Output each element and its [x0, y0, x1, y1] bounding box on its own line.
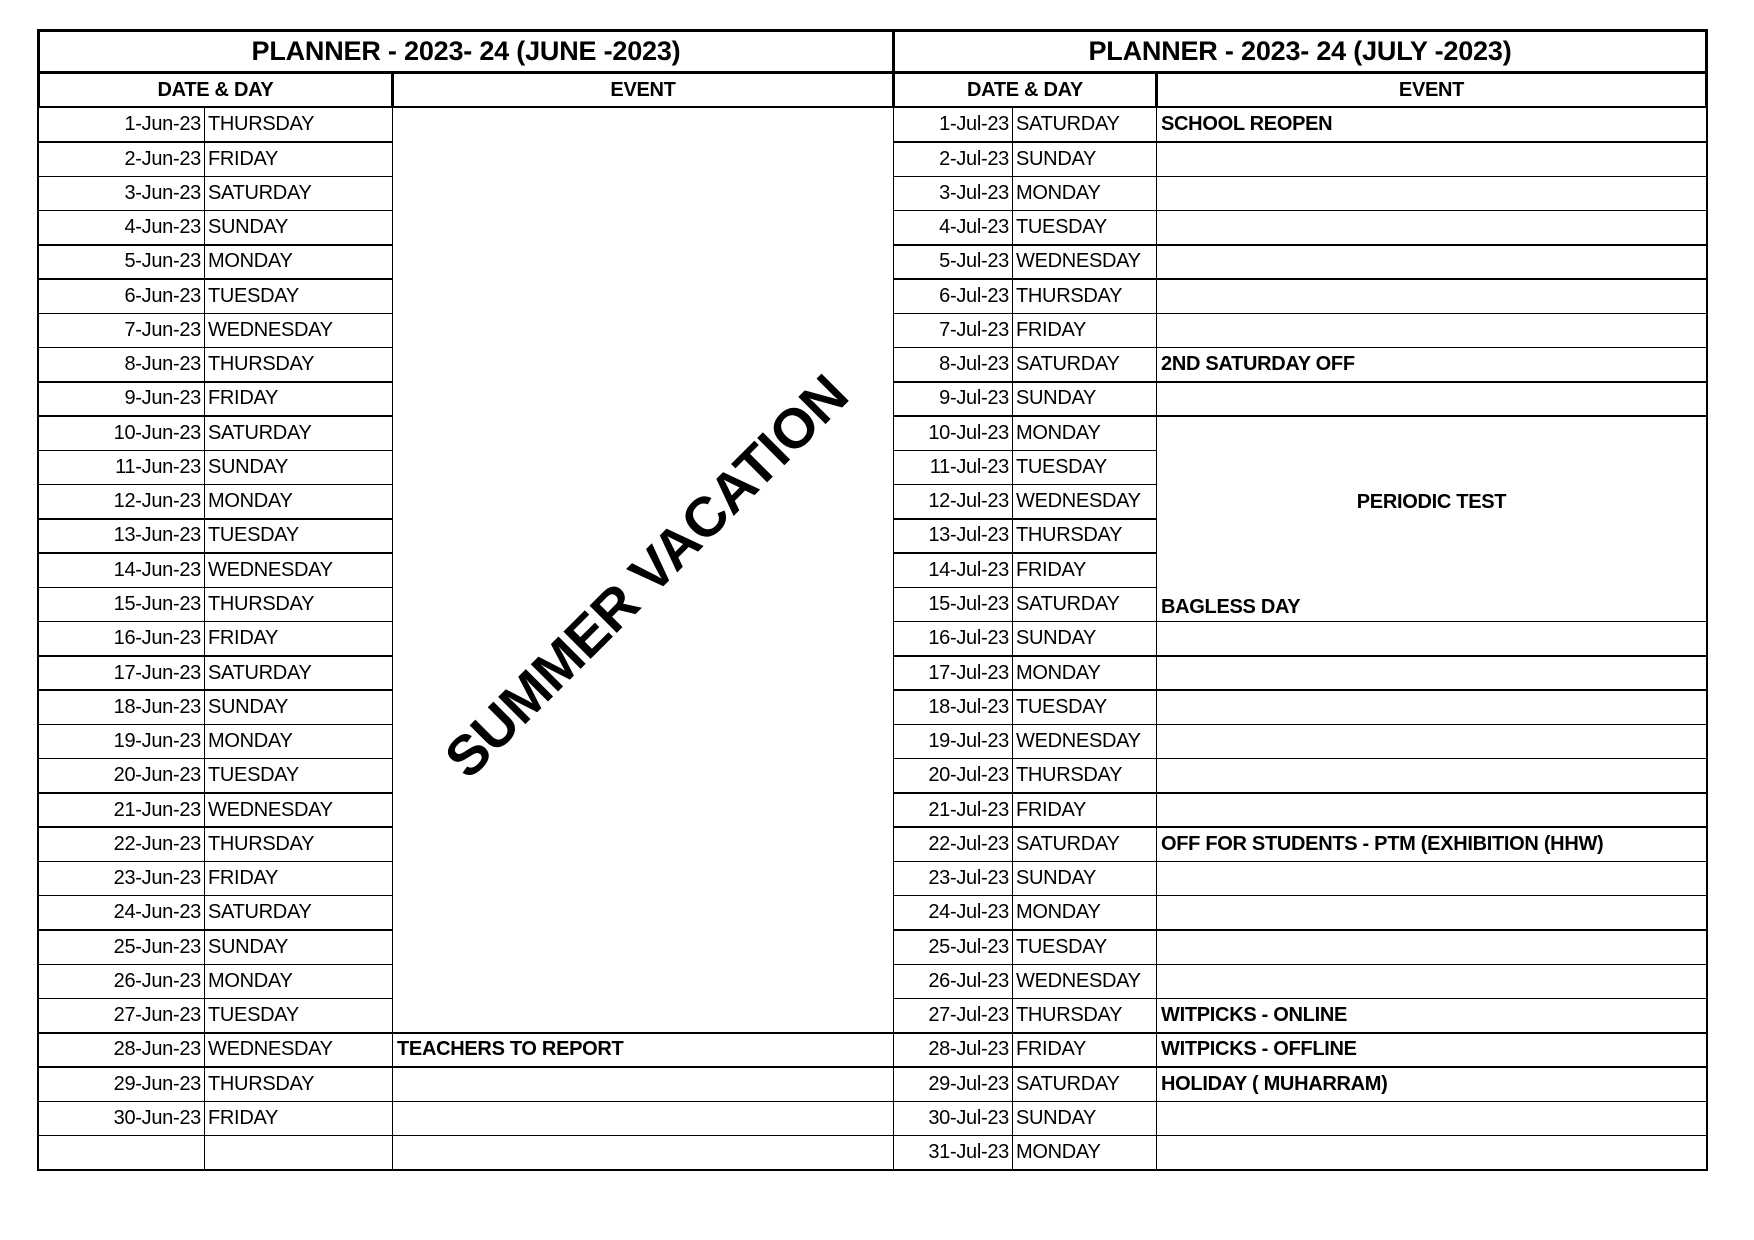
july-event-cell: [1156, 278, 1707, 314]
july-day-cell: WEDNESDAY: [1012, 724, 1157, 760]
june-event-cell: [392, 1101, 894, 1137]
june-day-cell: SUNDAY: [204, 450, 393, 486]
june-day-cell: FRIDAY: [204, 621, 393, 657]
june-day-cell: FRIDAY: [204, 1101, 393, 1137]
july-date-cell: 4-Jul-23: [893, 210, 1013, 246]
june-day-cell: TUESDAY: [204, 278, 393, 314]
bagless-day-label: BAGLESS DAY: [1161, 596, 1301, 619]
june-date-cell: 14-Jun-23: [38, 552, 205, 588]
june-date-cell: 22-Jun-23: [38, 826, 205, 862]
june-day-cell: MONDAY: [204, 484, 393, 520]
june-date-cell: 1-Jun-23: [38, 107, 205, 143]
july-day-cell: TUESDAY: [1012, 929, 1157, 965]
july-event-cell: [1156, 861, 1707, 897]
july-date-cell: 3-Jul-23: [893, 176, 1013, 212]
july-date-cell: 29-Jul-23: [893, 1066, 1013, 1102]
july-day-cell: SUNDAY: [1012, 621, 1157, 657]
july-day-cell: SATURDAY: [1012, 347, 1157, 383]
july-event-cell: [1156, 895, 1707, 931]
july-day-cell: SUNDAY: [1012, 381, 1157, 417]
june-day-cell: THURSDAY: [204, 587, 393, 623]
july-date-cell: 15-Jul-23: [893, 587, 1013, 623]
periodic-test-label: PERIODIC TEST: [1356, 491, 1507, 514]
july-day-cell: WEDNESDAY: [1012, 964, 1157, 1000]
july-day-cell: THURSDAY: [1012, 758, 1157, 794]
june-day-cell: SATURDAY: [204, 415, 393, 451]
june-date-cell: [38, 1135, 205, 1171]
july-event-cell: [1156, 621, 1707, 657]
june-day-cell: THURSDAY: [204, 107, 393, 143]
july-date-cell: 21-Jul-23: [893, 792, 1013, 828]
june-event-cell: TEACHERS TO REPORT: [392, 1032, 894, 1068]
july-date-cell: 30-Jul-23: [893, 1101, 1013, 1137]
july-date-cell: 12-Jul-23: [893, 484, 1013, 520]
july-event-cell: [1156, 313, 1707, 349]
july-event-cell: [1156, 929, 1707, 965]
june-day-cell: THURSDAY: [204, 347, 393, 383]
july-date-cell: 16-Jul-23: [893, 621, 1013, 657]
june-date-cell: 13-Jun-23: [38, 518, 205, 554]
june-day-cell: MONDAY: [204, 964, 393, 1000]
june-event-header: EVENT: [392, 72, 894, 108]
july-event-cell: 2ND SATURDAY OFF: [1156, 347, 1707, 383]
july-day-cell: THURSDAY: [1012, 278, 1157, 314]
july-day-cell: TUESDAY: [1012, 689, 1157, 725]
june-date-cell: 27-Jun-23: [38, 998, 205, 1034]
june-date-cell: 9-Jun-23: [38, 381, 205, 417]
june-date-cell: 10-Jun-23: [38, 415, 205, 451]
june-day-cell: WEDNESDAY: [204, 1032, 393, 1068]
june-title: PLANNER - 2023- 24 (JUNE -2023): [38, 30, 894, 73]
july-date-cell: 14-Jul-23: [893, 552, 1013, 588]
july-event-cell: [1156, 792, 1707, 828]
june-day-cell: TUESDAY: [204, 998, 393, 1034]
july-event-cell: OFF FOR STUDENTS - PTM (EXHIBITION (HHW): [1156, 826, 1707, 862]
july-date-cell: 9-Jul-23: [893, 381, 1013, 417]
july-day-cell: SATURDAY: [1012, 587, 1157, 623]
june-date-cell: 18-Jun-23: [38, 689, 205, 725]
july-event-cell: [1156, 244, 1707, 280]
july-date-cell: 11-Jul-23: [893, 450, 1013, 486]
july-event-cell: [1156, 1135, 1707, 1171]
july-day-cell: WEDNESDAY: [1012, 244, 1157, 280]
june-day-cell: SATURDAY: [204, 895, 393, 931]
june-day-cell: SATURDAY: [204, 176, 393, 212]
july-date-cell: 31-Jul-23: [893, 1135, 1013, 1171]
june-event-cell: [392, 1135, 894, 1171]
june-day-cell: FRIDAY: [204, 381, 393, 417]
july-event-cell: WITPICKS - ONLINE: [1156, 998, 1707, 1034]
july-date-cell: 6-Jul-23: [893, 278, 1013, 314]
june-day-cell: FRIDAY: [204, 861, 393, 897]
july-event-cell: [1156, 689, 1707, 725]
june-date-cell: 24-Jun-23: [38, 895, 205, 931]
june-day-cell: THURSDAY: [204, 826, 393, 862]
summer-vacation-label: SUMMER VACATION: [432, 362, 860, 790]
july-day-cell: SATURDAY: [1012, 1066, 1157, 1102]
july-date-cell: 24-Jul-23: [893, 895, 1013, 931]
july-date-day-header: DATE & DAY: [893, 72, 1157, 108]
july-day-cell: THURSDAY: [1012, 998, 1157, 1034]
june-date-day-header: DATE & DAY: [38, 72, 393, 108]
july-event-cell: [1156, 1101, 1707, 1137]
june-date-cell: 26-Jun-23: [38, 964, 205, 1000]
june-date-cell: 28-Jun-23: [38, 1032, 205, 1068]
june-day-cell: [204, 1135, 393, 1171]
june-day-cell: WEDNESDAY: [204, 552, 393, 588]
june-date-cell: 30-Jun-23: [38, 1101, 205, 1137]
july-event-cell: HOLIDAY ( MUHARRAM): [1156, 1066, 1707, 1102]
june-day-cell: WEDNESDAY: [204, 313, 393, 349]
july-date-cell: 8-Jul-23: [893, 347, 1013, 383]
july-day-cell: FRIDAY: [1012, 1032, 1157, 1068]
july-date-cell: 10-Jul-23: [893, 415, 1013, 451]
july-date-cell: 20-Jul-23: [893, 758, 1013, 794]
june-date-cell: 17-Jun-23: [38, 655, 205, 691]
june-date-cell: 29-Jun-23: [38, 1066, 205, 1102]
june-date-cell: 25-Jun-23: [38, 929, 205, 965]
july-date-cell: 17-Jul-23: [893, 655, 1013, 691]
july-day-cell: MONDAY: [1012, 895, 1157, 931]
june-day-cell: TUESDAY: [204, 758, 393, 794]
june-day-cell: SATURDAY: [204, 655, 393, 691]
june-date-cell: 15-Jun-23: [38, 587, 205, 623]
july-day-cell: THURSDAY: [1012, 518, 1157, 554]
june-date-cell: 23-Jun-23: [38, 861, 205, 897]
june-day-cell: THURSDAY: [204, 1066, 393, 1102]
july-date-cell: 22-Jul-23: [893, 826, 1013, 862]
june-date-cell: 21-Jun-23: [38, 792, 205, 828]
july-day-cell: MONDAY: [1012, 176, 1157, 212]
june-date-cell: 8-Jun-23: [38, 347, 205, 383]
july-day-cell: MONDAY: [1012, 655, 1157, 691]
july-event-cell: [1156, 210, 1707, 246]
july-date-cell: 25-Jul-23: [893, 929, 1013, 965]
july-day-cell: SUNDAY: [1012, 1101, 1157, 1137]
june-day-cell: SUNDAY: [204, 689, 393, 725]
june-day-cell: SUNDAY: [204, 210, 393, 246]
june-date-cell: 20-Jun-23: [38, 758, 205, 794]
july-day-cell: MONDAY: [1012, 415, 1157, 451]
periodic-test-block: [1156, 415, 1707, 622]
july-date-cell: 28-Jul-23: [893, 1032, 1013, 1068]
july-date-cell: 2-Jul-23: [893, 141, 1013, 177]
july-event-cell: SCHOOL REOPEN: [1156, 107, 1707, 143]
june-day-cell: SUNDAY: [204, 929, 393, 965]
july-date-cell: 27-Jul-23: [893, 998, 1013, 1034]
july-title: PLANNER - 2023- 24 (JULY -2023): [893, 30, 1707, 73]
june-day-cell: MONDAY: [204, 724, 393, 760]
june-day-cell: TUESDAY: [204, 518, 393, 554]
june-date-cell: 12-Jun-23: [38, 484, 205, 520]
july-event-cell: [1156, 141, 1707, 177]
july-day-cell: FRIDAY: [1012, 552, 1157, 588]
summer-vacation-block: [392, 107, 894, 1034]
july-day-cell: FRIDAY: [1012, 313, 1157, 349]
july-day-cell: TUESDAY: [1012, 450, 1157, 486]
june-date-cell: 3-Jun-23: [38, 176, 205, 212]
june-date-cell: 19-Jun-23: [38, 724, 205, 760]
july-day-cell: SATURDAY: [1012, 107, 1157, 143]
june-date-cell: 7-Jun-23: [38, 313, 205, 349]
july-date-cell: 5-Jul-23: [893, 244, 1013, 280]
june-date-cell: 16-Jun-23: [38, 621, 205, 657]
june-date-cell: 2-Jun-23: [38, 141, 205, 177]
july-day-cell: WEDNESDAY: [1012, 484, 1157, 520]
july-date-cell: 26-Jul-23: [893, 964, 1013, 1000]
july-day-cell: TUESDAY: [1012, 210, 1157, 246]
july-event-cell: [1156, 381, 1707, 417]
june-day-cell: FRIDAY: [204, 141, 393, 177]
june-day-cell: WEDNESDAY: [204, 792, 393, 828]
july-date-cell: 13-Jul-23: [893, 518, 1013, 554]
june-date-cell: 5-Jun-23: [38, 244, 205, 280]
july-event-cell: [1156, 964, 1707, 1000]
july-event-cell: [1156, 758, 1707, 794]
june-date-cell: 4-Jun-23: [38, 210, 205, 246]
july-date-cell: 23-Jul-23: [893, 861, 1013, 897]
july-event-cell: [1156, 655, 1707, 691]
june-date-cell: 11-Jun-23: [38, 450, 205, 486]
july-date-cell: 7-Jul-23: [893, 313, 1013, 349]
july-day-cell: FRIDAY: [1012, 792, 1157, 828]
july-date-cell: 1-Jul-23: [893, 107, 1013, 143]
july-event-cell: [1156, 176, 1707, 212]
july-event-header: EVENT: [1156, 72, 1707, 108]
july-event-cell: WITPICKS - OFFLINE: [1156, 1032, 1707, 1068]
july-date-cell: 18-Jul-23: [893, 689, 1013, 725]
july-day-cell: SUNDAY: [1012, 861, 1157, 897]
july-event-cell: [1156, 724, 1707, 760]
june-date-cell: 6-Jun-23: [38, 278, 205, 314]
june-event-cell: [392, 1066, 894, 1102]
june-day-cell: MONDAY: [204, 244, 393, 280]
july-date-cell: 19-Jul-23: [893, 724, 1013, 760]
july-day-cell: SATURDAY: [1012, 826, 1157, 862]
july-day-cell: MONDAY: [1012, 1135, 1157, 1171]
july-day-cell: SUNDAY: [1012, 141, 1157, 177]
